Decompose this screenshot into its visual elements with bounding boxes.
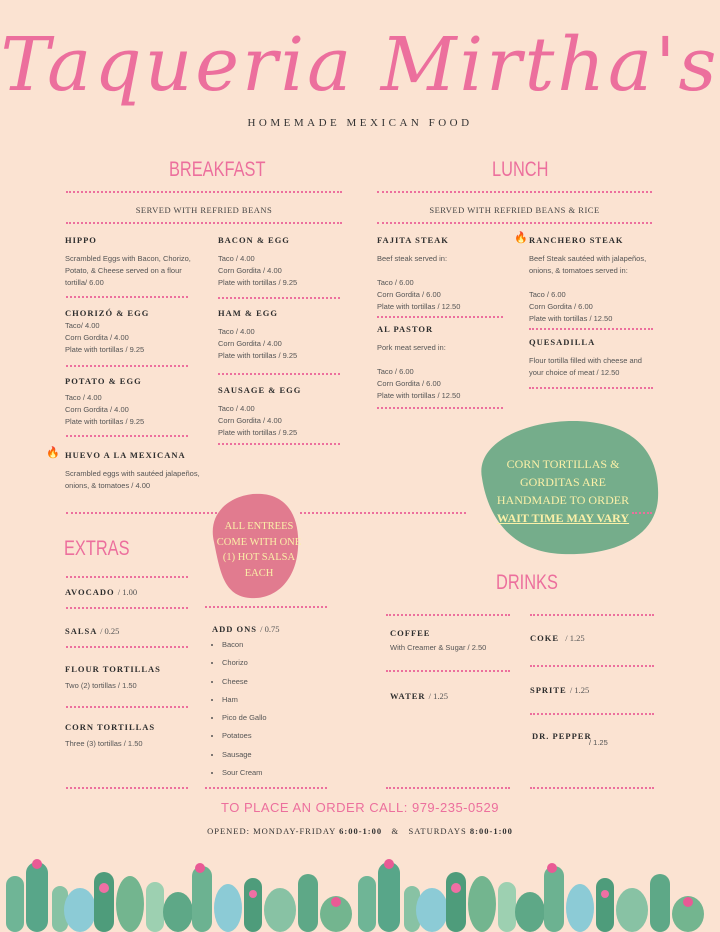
item-name: FLOUR TORTILLAS xyxy=(65,664,161,674)
opening-hours: OPENED: MONDAY-FRIDAY 6:00-1:00 & SATURDAYS 8:00-1:00 xyxy=(207,826,513,836)
menu-item-corn-tortillas xyxy=(65,722,155,750)
item-description: Beef Steak sautéed with jalapeños, onions, & tomatoes served in: Taco / 6.00 Corn Gordita / 6.00 Plate with tortillas / 12.50 xyxy=(529,254,647,323)
item-name: FAJITA STEAK xyxy=(377,235,449,245)
item-description: Taco/ 4.00 Corn Gordita / 4.00 Plate with tortillas / 9.25 xyxy=(65,321,145,354)
divider xyxy=(530,787,654,789)
divider xyxy=(205,606,327,608)
menu-item-ham-egg xyxy=(218,308,297,362)
lunch-note: SERVED WITH REFRIED BEANS & RICE xyxy=(429,205,600,215)
item-price: / 1.25 xyxy=(589,738,608,747)
menu-item-avocado: AVOCADO / 1.00 xyxy=(65,587,138,597)
menu-item-potato-egg xyxy=(65,376,144,428)
breakfast-heading: BREAKFAST xyxy=(169,158,266,181)
cactus-border-illustration xyxy=(0,852,720,932)
divider xyxy=(377,407,503,409)
item-name: ADD ONS / 0.75 xyxy=(212,624,280,634)
item-name: SAUSAGE & EGG xyxy=(218,385,302,395)
list-item: • Bacon xyxy=(222,640,280,658)
item-name: RANCHERO STEAK xyxy=(529,235,624,245)
item-name: POTATO & EGG xyxy=(65,376,142,386)
menu-item-sausage-egg xyxy=(218,385,301,439)
list-item: • Sour Cream xyxy=(222,768,280,786)
menu-item-coke: COKE / 1.25 xyxy=(530,633,585,643)
menu-item-al-pastor xyxy=(377,324,460,402)
divider xyxy=(530,614,654,616)
menu-item-ranchero-steak xyxy=(529,235,646,325)
divider xyxy=(529,328,653,330)
divider xyxy=(386,787,510,789)
item-description: Two (2) tortillas / 1.50 xyxy=(65,681,137,690)
divider xyxy=(66,222,342,224)
divider xyxy=(218,373,340,375)
divider xyxy=(66,435,188,437)
order-phone-line: TO PLACE AN ORDER CALL: 979-235-0529 xyxy=(221,800,499,815)
item-description: Pork meat served in: Taco / 6.00 Corn Gordita / 6.00 Plate with tortillas / 12.50 xyxy=(377,343,461,400)
menu-item-salsa: SALSA / 0.25 xyxy=(65,626,120,636)
item-description: Taco / 4.00 Corn Gordita / 4.00 Plate with tortillas / 9.25 xyxy=(218,327,298,360)
item-name: HUEVO A LA MEXICANA xyxy=(65,450,186,460)
wait-time-note: WAIT TIME MAY VARY xyxy=(496,511,630,525)
menu-item-huevo-a-la-mexicana xyxy=(65,450,200,492)
divider xyxy=(66,646,188,648)
divider xyxy=(66,191,342,193)
item-name: AL PASTOR xyxy=(377,324,434,334)
item-description: Scrambled Eggs with Bacon, Chorizo, Potato, & Cheese served on a flour tortilla/ 6.00 xyxy=(65,254,191,287)
item-name: COFFEE xyxy=(390,628,431,638)
list-item: • Cheese xyxy=(222,677,280,695)
tortilla-callout-text: CORN TORTILLAS & GORDITAS ARE HANDMADE TO ORDER WAIT TIME MAY VARY xyxy=(496,457,630,525)
add-ons-list xyxy=(212,640,280,786)
divider xyxy=(66,787,188,789)
list-item: • Ham xyxy=(222,695,280,713)
divider xyxy=(218,443,340,445)
divider xyxy=(377,191,652,193)
item-name: CHORIZÓ & EGG xyxy=(65,308,150,318)
divider xyxy=(205,787,327,789)
breakfast-note: SERVED WITH REFRIED BEANS xyxy=(135,205,273,215)
divider xyxy=(530,665,654,667)
menu-item-sprite: SPRITE / 1.25 xyxy=(530,685,590,695)
list-item: • Sausage xyxy=(222,750,280,768)
list-item: • Chorizo xyxy=(222,658,280,676)
menu-item-fajita-steak xyxy=(377,235,460,313)
menu-item-chorizo-egg xyxy=(65,308,149,356)
item-description: Taco / 4.00 Corn Gordita / 4.00 Plate with tortillas / 9.25 xyxy=(218,254,298,287)
divider xyxy=(66,576,188,578)
divider xyxy=(218,297,340,299)
divider xyxy=(66,296,188,298)
salsa-callout-text: ALL ENTREES COME WITH ONE (1) HOT SALSA EACH xyxy=(216,521,302,579)
item-description: With Creamer & Sugar / 2.50 xyxy=(390,643,487,652)
restaurant-title: Taqueria Mirtha's xyxy=(0,22,720,108)
divider xyxy=(66,706,188,708)
list-item: • Potatoes xyxy=(222,731,280,749)
divider xyxy=(386,614,510,616)
list-item: • Pico de Gallo xyxy=(222,713,280,731)
item-name: QUESADILLA xyxy=(529,337,596,347)
menu-item-coffee xyxy=(390,628,486,654)
item-name: HIPPO xyxy=(65,235,97,245)
drinks-heading: DRINKS xyxy=(496,571,558,594)
item-description: Taco / 4.00 Corn Gordita / 4.00 Plate with tortillas / 9.25 xyxy=(65,393,145,426)
item-name: CORN TORTILLAS xyxy=(65,722,156,732)
menu-item-add-ons xyxy=(212,624,280,786)
item-description: Taco / 4.00 Corn Gordita / 4.00 Plate with tortillas / 9.25 xyxy=(218,404,298,437)
divider xyxy=(377,222,652,224)
divider xyxy=(386,670,510,672)
divider xyxy=(300,512,466,514)
menu-item-quesadilla xyxy=(529,337,642,379)
divider xyxy=(632,512,652,514)
item-description: Three (3) tortillas / 1.50 xyxy=(65,739,143,748)
menu-item-flour-tortillas xyxy=(65,664,161,692)
restaurant-subtitle: HOMEMADE MEXICAN FOOD xyxy=(247,117,473,129)
menu-item-hippo xyxy=(65,235,191,289)
lunch-heading: LUNCH xyxy=(492,158,549,181)
item-description: Beef steak served in: Taco / 6.00 Corn Gordita / 6.00 Plate with tortillas / 12.50 xyxy=(377,254,461,311)
extras-heading: EXTRAS xyxy=(64,537,130,560)
divider xyxy=(530,713,654,715)
item-description: Scrambled eggs with sautéed jalapeños, onions, & tomatoes / 4.00 xyxy=(65,469,200,490)
menu-item-water: WATER / 1.25 xyxy=(390,691,449,701)
divider xyxy=(66,365,188,367)
spicy-flame-icon: 🔥 xyxy=(514,232,528,244)
divider xyxy=(529,387,653,389)
item-name: BACON & EGG xyxy=(218,235,290,245)
item-description: Flour tortilla filled with cheese and your choice of meat / 12.50 xyxy=(529,356,642,377)
spicy-flame-icon: 🔥 xyxy=(46,447,60,459)
divider xyxy=(66,607,188,609)
item-name: HAM & EGG xyxy=(218,308,278,318)
divider xyxy=(377,316,503,318)
menu-item-bacon-egg xyxy=(218,235,297,289)
divider xyxy=(66,512,221,514)
menu-item-dr-pepper: DR. PEPPER xyxy=(532,731,592,741)
